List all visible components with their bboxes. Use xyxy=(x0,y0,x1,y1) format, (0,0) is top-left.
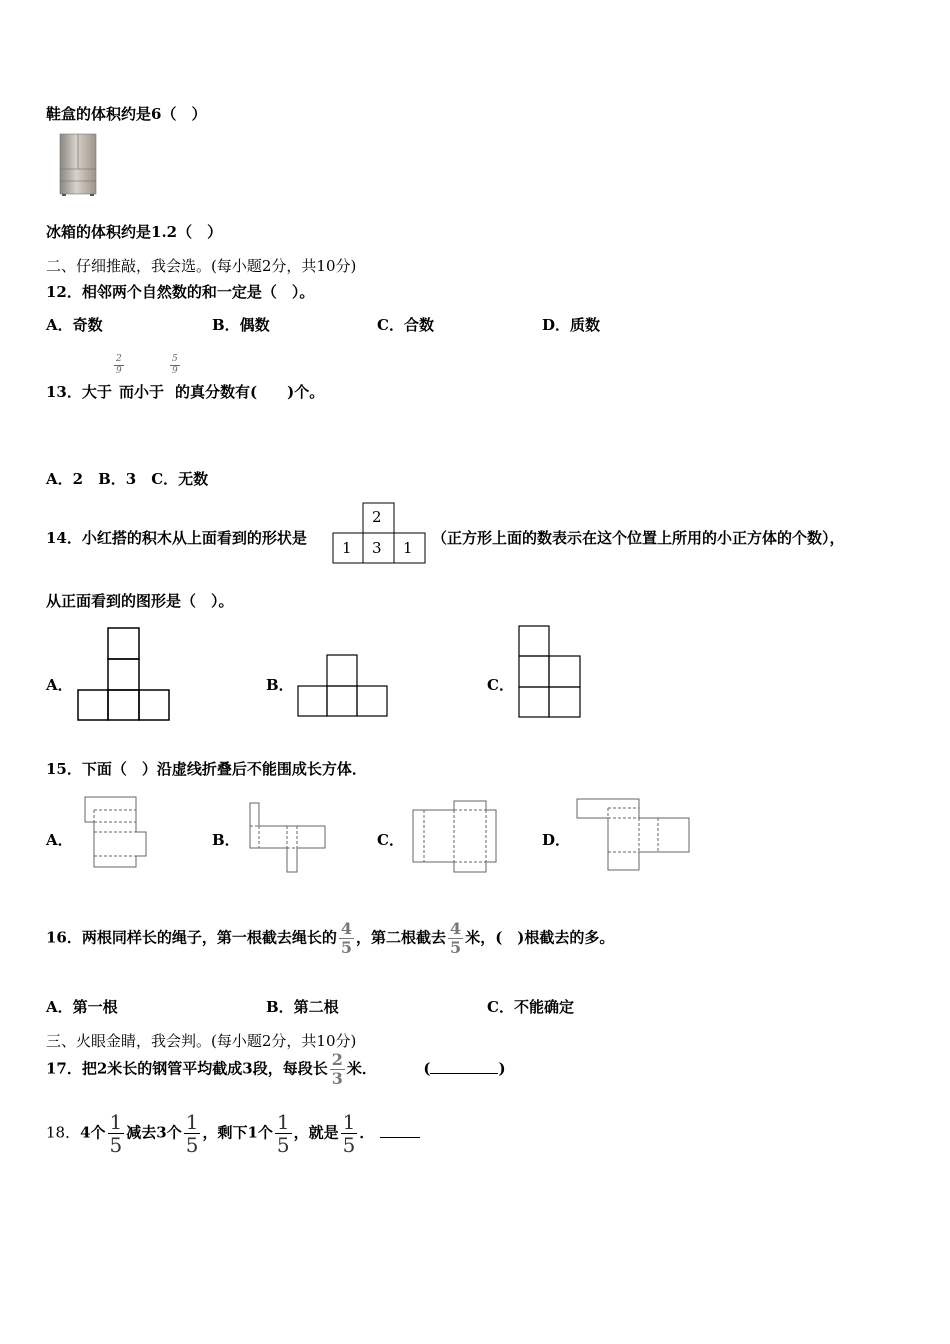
q18-frac-2: $\frac{1}{5}$ xyxy=(185,1110,199,1157)
q14-grid-top: 2 xyxy=(372,508,382,526)
q15-stem: 15．下面（ ）沿虚线折叠后不能围成长方体． xyxy=(46,760,367,778)
q12-option-a[interactable]: A．奇数 xyxy=(46,316,103,334)
q12-option-d[interactable]: D．质数 xyxy=(542,316,601,334)
q15-label-b[interactable]: B． xyxy=(212,831,240,849)
q14-label-b[interactable]: B． xyxy=(266,676,294,694)
q15-net-b[interactable] xyxy=(249,802,329,874)
q14-stem-b: （正方形上面的数表示在这个位置上所用的小正方体的个数）， xyxy=(432,529,845,547)
q18-line xyxy=(46,1112,420,1155)
q18-frac-1: $\frac{1}{5}$ xyxy=(109,1110,123,1157)
q16-option-a[interactable]: A．第一根 xyxy=(46,998,118,1016)
q16-stem-a: 16．两根同样长的绳子，第一根截去绳长的 xyxy=(46,928,337,947)
q18-part-1: 4个 xyxy=(80,1123,106,1142)
q14-grid-bottom-1: 1 xyxy=(342,539,352,557)
q14-label-a[interactable]: A． xyxy=(46,676,73,694)
q14-stem-c: 从正面看到的图形是（ ）。 xyxy=(46,592,234,610)
q12-option-b[interactable]: B．偶数 xyxy=(212,316,270,334)
q15-net-c[interactable] xyxy=(412,800,498,874)
q14-figure-b[interactable] xyxy=(297,654,389,718)
q12-option-c[interactable]: C．合数 xyxy=(377,316,434,334)
q15-net-a[interactable] xyxy=(84,796,148,870)
q13-prefix: 13．大于 xyxy=(46,383,112,401)
q13-frac-1: $\frac{2}{9}$ xyxy=(116,354,122,376)
q17-line xyxy=(46,1052,506,1087)
q13-mid: 而小于 xyxy=(119,383,165,401)
q13-options[interactable]: A．2 B．3 C．无数 xyxy=(46,470,209,488)
q15-net-d[interactable] xyxy=(576,798,692,872)
q14-label-c[interactable]: C． xyxy=(487,676,514,694)
q14-stem-a: 14．小红搭的积木从上面看到的形状是 xyxy=(46,529,307,547)
q17-stem-b: 米． xyxy=(346,1059,377,1078)
q12-stem: 12．相邻两个自然数的和一定是（ ）。 xyxy=(46,283,315,301)
q18-frac-3: $\frac{1}{5}$ xyxy=(276,1110,290,1157)
q16-frac-2: $\frac{4}{5}$ xyxy=(450,919,462,957)
q17-answer-open: ( xyxy=(423,1059,431,1078)
fridge-line: 冰箱的体积约是1.2（ ） xyxy=(46,223,223,241)
q18-answer-blank[interactable] xyxy=(380,1137,420,1138)
section2-heading: 二、仔细推敲，我会选。(每小题2分，共10分) xyxy=(46,257,357,275)
q17-answer-blank[interactable] xyxy=(430,1073,498,1074)
q16-option-b[interactable]: B．第二根 xyxy=(266,998,339,1016)
q18-number: 18． xyxy=(46,1123,81,1142)
q14-grid-bottom-3: 1 xyxy=(403,539,413,557)
q18-part-5: ． xyxy=(359,1123,375,1142)
q13-frac-2: $\frac{5}{9}$ xyxy=(172,354,178,376)
q16-stem-b: ，第二根截去 xyxy=(356,928,447,947)
q17-stem-a: 17．把2米长的钢管平均截成3段，每段长 xyxy=(46,1059,328,1078)
q15-label-d[interactable]: D． xyxy=(542,831,571,849)
shoebox-line: 鞋盒的体积约是6（ ） xyxy=(46,105,207,123)
q16-option-c[interactable]: C．不能确定 xyxy=(487,998,574,1016)
q14-figure-a[interactable] xyxy=(77,627,171,721)
q17-frac: $\frac{2}{3}$ xyxy=(331,1050,343,1088)
q14-grid-bottom-2: 3 xyxy=(372,539,382,557)
q15-label-a[interactable]: A． xyxy=(46,831,73,849)
q18-part-4: ，就是 xyxy=(293,1123,339,1142)
q18-part-2: 减去3个 xyxy=(126,1123,182,1142)
q18-frac-4: $\frac{1}{5}$ xyxy=(342,1110,356,1157)
section3-heading: 三、火眼金睛，我会判。(每小题2分，共10分) xyxy=(46,1032,357,1050)
q16-frac-1: $\frac{4}{5}$ xyxy=(340,919,353,957)
q13-suffix: 的真分数有( )个。 xyxy=(175,383,325,401)
q16-line xyxy=(46,921,614,956)
fridge-image xyxy=(58,133,98,197)
q18-part-3: ，剩下1个 xyxy=(202,1123,273,1142)
q14-figure-c[interactable] xyxy=(518,625,582,719)
q15-label-c[interactable]: C． xyxy=(377,831,404,849)
q17-answer-close: ) xyxy=(498,1059,506,1078)
q16-stem-c: 米，( )根截去的多。 xyxy=(465,928,615,947)
